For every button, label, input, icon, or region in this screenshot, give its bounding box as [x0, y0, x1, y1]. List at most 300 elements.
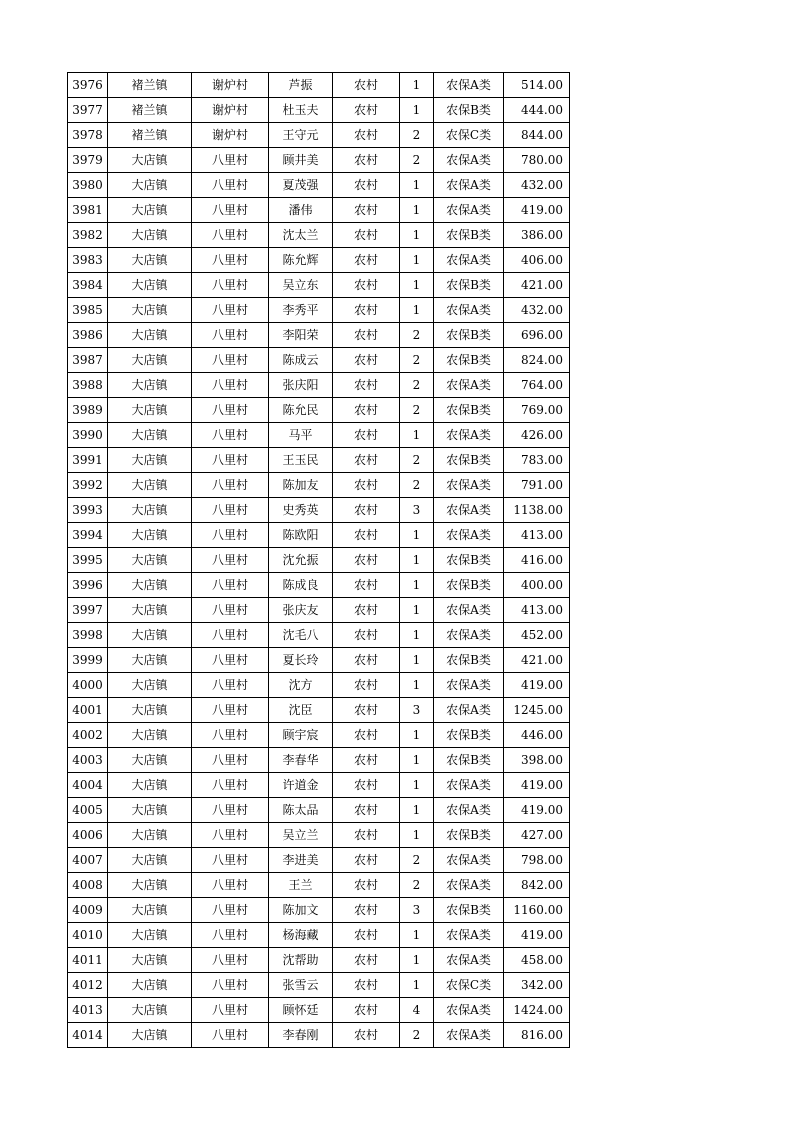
- amount-cell: 798.00: [504, 848, 570, 873]
- category-cell: 农保A类: [434, 623, 504, 648]
- household-type-cell: 农村: [333, 873, 400, 898]
- name-cell: 吴立兰: [269, 823, 333, 848]
- village-cell: 八里村: [192, 873, 269, 898]
- row-number-cell: 3978: [68, 123, 108, 148]
- person-count-cell: 1: [400, 573, 434, 598]
- town-cell: 大店镇: [108, 523, 192, 548]
- name-cell: 张雪云: [269, 973, 333, 998]
- row-number-cell: 3998: [68, 623, 108, 648]
- name-cell: 沈帮助: [269, 948, 333, 973]
- table-row: [68, 398, 570, 423]
- household-type-cell: 农村: [333, 373, 400, 398]
- village-cell: 八里村: [192, 373, 269, 398]
- category-cell: 农保B类: [434, 748, 504, 773]
- village-cell: 八里村: [192, 273, 269, 298]
- household-type-cell: 农村: [333, 573, 400, 598]
- household-type-cell: 农村: [333, 1023, 400, 1048]
- amount-cell: 696.00: [504, 323, 570, 348]
- household-type-cell: 农村: [333, 673, 400, 698]
- person-count-cell: 1: [400, 523, 434, 548]
- person-count-cell: 3: [400, 898, 434, 923]
- category-cell: 农保B类: [434, 98, 504, 123]
- amount-cell: 816.00: [504, 1023, 570, 1048]
- amount-cell: 419.00: [504, 798, 570, 823]
- name-cell: 陈太品: [269, 798, 333, 823]
- name-cell: 沈太兰: [269, 223, 333, 248]
- name-cell: 王玉民: [269, 448, 333, 473]
- person-count-cell: 1: [400, 223, 434, 248]
- village-cell: 八里村: [192, 323, 269, 348]
- table-row: [68, 273, 570, 298]
- household-type-cell: 农村: [333, 198, 400, 223]
- name-cell: 陈成云: [269, 348, 333, 373]
- town-cell: 大店镇: [108, 923, 192, 948]
- category-cell: 农保B类: [434, 648, 504, 673]
- table-row: [68, 798, 570, 823]
- village-cell: 八里村: [192, 748, 269, 773]
- village-cell: 谢炉村: [192, 73, 269, 98]
- household-type-cell: 农村: [333, 598, 400, 623]
- category-cell: 农保B类: [434, 548, 504, 573]
- category-cell: 农保B类: [434, 323, 504, 348]
- household-type-cell: 农村: [333, 773, 400, 798]
- table-row: [68, 573, 570, 598]
- person-count-cell: 2: [400, 373, 434, 398]
- table-body: [68, 73, 570, 1048]
- household-type-cell: 农村: [333, 473, 400, 498]
- table-row: [68, 198, 570, 223]
- category-cell: 农保A类: [434, 148, 504, 173]
- category-cell: 农保B类: [434, 273, 504, 298]
- row-number-cell: 4005: [68, 798, 108, 823]
- person-count-cell: 1: [400, 823, 434, 848]
- village-cell: 八里村: [192, 573, 269, 598]
- name-cell: 王守元: [269, 123, 333, 148]
- village-cell: 八里村: [192, 648, 269, 673]
- row-number-cell: 3996: [68, 573, 108, 598]
- amount-cell: 426.00: [504, 423, 570, 448]
- town-cell: 大店镇: [108, 573, 192, 598]
- amount-cell: 824.00: [504, 348, 570, 373]
- table-row: [68, 448, 570, 473]
- village-cell: 八里村: [192, 298, 269, 323]
- person-count-cell: 2: [400, 848, 434, 873]
- town-cell: 大店镇: [108, 548, 192, 573]
- name-cell: 张庆友: [269, 598, 333, 623]
- category-cell: 农保B类: [434, 898, 504, 923]
- village-cell: 八里村: [192, 248, 269, 273]
- amount-cell: 400.00: [504, 573, 570, 598]
- household-type-cell: 农村: [333, 348, 400, 373]
- amount-cell: 419.00: [504, 673, 570, 698]
- table-row: [68, 723, 570, 748]
- person-count-cell: 2: [400, 873, 434, 898]
- person-count-cell: 1: [400, 673, 434, 698]
- town-cell: 大店镇: [108, 273, 192, 298]
- name-cell: 王兰: [269, 873, 333, 898]
- category-cell: 农保B类: [434, 723, 504, 748]
- town-cell: 大店镇: [108, 598, 192, 623]
- town-cell: 大店镇: [108, 448, 192, 473]
- category-cell: 农保B类: [434, 823, 504, 848]
- town-cell: 大店镇: [108, 873, 192, 898]
- name-cell: 沈方: [269, 673, 333, 698]
- household-type-cell: 农村: [333, 323, 400, 348]
- amount-cell: 419.00: [504, 773, 570, 798]
- village-cell: 八里村: [192, 898, 269, 923]
- household-type-cell: 农村: [333, 698, 400, 723]
- person-count-cell: 2: [400, 323, 434, 348]
- row-number-cell: 3981: [68, 198, 108, 223]
- name-cell: 陈允辉: [269, 248, 333, 273]
- village-cell: 八里村: [192, 923, 269, 948]
- name-cell: 吴立东: [269, 273, 333, 298]
- village-cell: 八里村: [192, 173, 269, 198]
- village-cell: 谢炉村: [192, 123, 269, 148]
- person-count-cell: 1: [400, 973, 434, 998]
- name-cell: 夏茂强: [269, 173, 333, 198]
- category-cell: 农保A类: [434, 198, 504, 223]
- row-number-cell: 4014: [68, 1023, 108, 1048]
- category-cell: 农保B类: [434, 223, 504, 248]
- town-cell: 褚兰镇: [108, 98, 192, 123]
- town-cell: 大店镇: [108, 1023, 192, 1048]
- household-type-cell: 农村: [333, 523, 400, 548]
- table-row: [68, 1023, 570, 1048]
- household-type-cell: 农村: [333, 273, 400, 298]
- household-type-cell: 农村: [333, 73, 400, 98]
- amount-cell: 764.00: [504, 373, 570, 398]
- row-number-cell: 3999: [68, 648, 108, 673]
- table-row: [68, 323, 570, 348]
- household-type-cell: 农村: [333, 298, 400, 323]
- person-count-cell: 1: [400, 548, 434, 573]
- household-type-cell: 农村: [333, 898, 400, 923]
- row-number-cell: 3988: [68, 373, 108, 398]
- table-row: [68, 673, 570, 698]
- row-number-cell: 3997: [68, 598, 108, 623]
- village-cell: 八里村: [192, 723, 269, 748]
- town-cell: 大店镇: [108, 973, 192, 998]
- village-cell: 谢炉村: [192, 98, 269, 123]
- household-type-cell: 农村: [333, 748, 400, 773]
- name-cell: 杨海藏: [269, 923, 333, 948]
- name-cell: 潘伟: [269, 198, 333, 223]
- town-cell: 大店镇: [108, 748, 192, 773]
- town-cell: 大店镇: [108, 723, 192, 748]
- person-count-cell: 2: [400, 448, 434, 473]
- category-cell: 农保A类: [434, 923, 504, 948]
- amount-cell: 1245.00: [504, 698, 570, 723]
- town-cell: 大店镇: [108, 423, 192, 448]
- town-cell: 大店镇: [108, 198, 192, 223]
- person-count-cell: 1: [400, 948, 434, 973]
- household-type-cell: 农村: [333, 798, 400, 823]
- table-row: [68, 598, 570, 623]
- person-count-cell: 1: [400, 298, 434, 323]
- person-count-cell: 1: [400, 73, 434, 98]
- village-cell: 八里村: [192, 473, 269, 498]
- row-number-cell: 3995: [68, 548, 108, 573]
- village-cell: 八里村: [192, 623, 269, 648]
- village-cell: 八里村: [192, 448, 269, 473]
- household-type-cell: 农村: [333, 973, 400, 998]
- amount-cell: 413.00: [504, 523, 570, 548]
- household-type-cell: 农村: [333, 548, 400, 573]
- amount-cell: 780.00: [504, 148, 570, 173]
- amount-cell: 791.00: [504, 473, 570, 498]
- household-type-cell: 农村: [333, 623, 400, 648]
- amount-cell: 458.00: [504, 948, 570, 973]
- household-type-cell: 农村: [333, 998, 400, 1023]
- name-cell: 李阳荣: [269, 323, 333, 348]
- amount-cell: 444.00: [504, 98, 570, 123]
- household-type-cell: 农村: [333, 448, 400, 473]
- village-cell: 八里村: [192, 773, 269, 798]
- town-cell: 大店镇: [108, 698, 192, 723]
- town-cell: 大店镇: [108, 298, 192, 323]
- amount-cell: 342.00: [504, 973, 570, 998]
- table-row: [68, 923, 570, 948]
- person-count-cell: 3: [400, 698, 434, 723]
- category-cell: 农保A类: [434, 598, 504, 623]
- row-number-cell: 4001: [68, 698, 108, 723]
- amount-cell: 844.00: [504, 123, 570, 148]
- row-number-cell: 4012: [68, 973, 108, 998]
- row-number-cell: 4008: [68, 873, 108, 898]
- town-cell: 大店镇: [108, 798, 192, 823]
- category-cell: 农保A类: [434, 523, 504, 548]
- village-cell: 八里村: [192, 148, 269, 173]
- household-type-cell: 农村: [333, 648, 400, 673]
- amount-cell: 514.00: [504, 73, 570, 98]
- amount-cell: 432.00: [504, 173, 570, 198]
- amount-cell: 419.00: [504, 923, 570, 948]
- town-cell: 大店镇: [108, 398, 192, 423]
- table-row: [68, 148, 570, 173]
- row-number-cell: 3982: [68, 223, 108, 248]
- village-cell: 八里村: [192, 498, 269, 523]
- category-cell: 农保A类: [434, 1023, 504, 1048]
- village-cell: 八里村: [192, 198, 269, 223]
- row-number-cell: 3976: [68, 73, 108, 98]
- town-cell: 褚兰镇: [108, 73, 192, 98]
- town-cell: 大店镇: [108, 823, 192, 848]
- name-cell: 沈允振: [269, 548, 333, 573]
- category-cell: 农保A类: [434, 423, 504, 448]
- name-cell: 沈臣: [269, 698, 333, 723]
- town-cell: 大店镇: [108, 148, 192, 173]
- village-cell: 八里村: [192, 673, 269, 698]
- category-cell: 农保C类: [434, 123, 504, 148]
- name-cell: 杜玉夫: [269, 98, 333, 123]
- amount-cell: 398.00: [504, 748, 570, 773]
- name-cell: 许道金: [269, 773, 333, 798]
- amount-cell: 419.00: [504, 198, 570, 223]
- name-cell: 陈允民: [269, 398, 333, 423]
- table-row: [68, 298, 570, 323]
- town-cell: 大店镇: [108, 248, 192, 273]
- category-cell: 农保B类: [434, 573, 504, 598]
- person-count-cell: 1: [400, 198, 434, 223]
- town-cell: 大店镇: [108, 898, 192, 923]
- row-number-cell: 3986: [68, 323, 108, 348]
- town-cell: 大店镇: [108, 848, 192, 873]
- village-cell: 八里村: [192, 423, 269, 448]
- village-cell: 八里村: [192, 523, 269, 548]
- person-count-cell: 2: [400, 123, 434, 148]
- town-cell: 大店镇: [108, 498, 192, 523]
- row-number-cell: 3994: [68, 523, 108, 548]
- household-type-cell: 农村: [333, 148, 400, 173]
- row-number-cell: 4006: [68, 823, 108, 848]
- amount-cell: 783.00: [504, 448, 570, 473]
- name-cell: 夏长玲: [269, 648, 333, 673]
- household-type-cell: 农村: [333, 423, 400, 448]
- row-number-cell: 3990: [68, 423, 108, 448]
- person-count-cell: 2: [400, 473, 434, 498]
- town-cell: 大店镇: [108, 998, 192, 1023]
- name-cell: 芦振: [269, 73, 333, 98]
- village-cell: 八里村: [192, 823, 269, 848]
- table-row: [68, 423, 570, 448]
- row-number-cell: 4000: [68, 673, 108, 698]
- row-number-cell: 3987: [68, 348, 108, 373]
- table-row: [68, 823, 570, 848]
- name-cell: 顾井美: [269, 148, 333, 173]
- village-cell: 八里村: [192, 398, 269, 423]
- village-cell: 八里村: [192, 998, 269, 1023]
- row-number-cell: 4002: [68, 723, 108, 748]
- person-count-cell: 4: [400, 998, 434, 1023]
- table-row: [68, 848, 570, 873]
- household-type-cell: 农村: [333, 498, 400, 523]
- row-number-cell: 4010: [68, 923, 108, 948]
- person-count-cell: 2: [400, 398, 434, 423]
- category-cell: 农保C类: [434, 973, 504, 998]
- person-count-cell: 1: [400, 598, 434, 623]
- person-count-cell: 1: [400, 748, 434, 773]
- table-row: [68, 948, 570, 973]
- amount-cell: 406.00: [504, 248, 570, 273]
- town-cell: 大店镇: [108, 773, 192, 798]
- name-cell: 陈加文: [269, 898, 333, 923]
- household-type-cell: 农村: [333, 723, 400, 748]
- amount-cell: 421.00: [504, 273, 570, 298]
- person-count-cell: 1: [400, 98, 434, 123]
- table-row: [68, 373, 570, 398]
- row-number-cell: 4004: [68, 773, 108, 798]
- category-cell: 农保A类: [434, 873, 504, 898]
- household-type-cell: 农村: [333, 398, 400, 423]
- category-cell: 农保A类: [434, 848, 504, 873]
- category-cell: 农保B类: [434, 448, 504, 473]
- category-cell: 农保B类: [434, 348, 504, 373]
- table-row: [68, 123, 570, 148]
- household-type-cell: 农村: [333, 848, 400, 873]
- person-count-cell: 1: [400, 798, 434, 823]
- category-cell: 农保A类: [434, 498, 504, 523]
- amount-cell: 386.00: [504, 223, 570, 248]
- table-row: [68, 248, 570, 273]
- village-cell: 八里村: [192, 223, 269, 248]
- town-cell: 大店镇: [108, 323, 192, 348]
- person-count-cell: 1: [400, 273, 434, 298]
- table-row: [68, 523, 570, 548]
- town-cell: 大店镇: [108, 348, 192, 373]
- name-cell: 李春华: [269, 748, 333, 773]
- table-row: [68, 473, 570, 498]
- village-cell: 八里村: [192, 698, 269, 723]
- row-number-cell: 4003: [68, 748, 108, 773]
- village-cell: 八里村: [192, 348, 269, 373]
- name-cell: 李进美: [269, 848, 333, 873]
- person-count-cell: 1: [400, 173, 434, 198]
- household-type-cell: 农村: [333, 923, 400, 948]
- table-row: [68, 698, 570, 723]
- town-cell: 大店镇: [108, 623, 192, 648]
- village-cell: 八里村: [192, 798, 269, 823]
- category-cell: 农保A类: [434, 998, 504, 1023]
- household-type-cell: 农村: [333, 948, 400, 973]
- row-number-cell: 3991: [68, 448, 108, 473]
- amount-cell: 842.00: [504, 873, 570, 898]
- table-row: [68, 623, 570, 648]
- person-count-cell: 2: [400, 348, 434, 373]
- town-cell: 大店镇: [108, 673, 192, 698]
- table-row: [68, 748, 570, 773]
- amount-cell: 452.00: [504, 623, 570, 648]
- town-cell: 大店镇: [108, 473, 192, 498]
- household-type-cell: 农村: [333, 123, 400, 148]
- amount-cell: 416.00: [504, 548, 570, 573]
- amount-cell: 1138.00: [504, 498, 570, 523]
- row-number-cell: 4013: [68, 998, 108, 1023]
- row-number-cell: 3980: [68, 173, 108, 198]
- person-count-cell: 1: [400, 623, 434, 648]
- row-number-cell: 3992: [68, 473, 108, 498]
- amount-cell: 446.00: [504, 723, 570, 748]
- table-row: [68, 773, 570, 798]
- person-count-cell: 1: [400, 773, 434, 798]
- row-number-cell: 3979: [68, 148, 108, 173]
- household-type-cell: 农村: [333, 248, 400, 273]
- town-cell: 大店镇: [108, 173, 192, 198]
- row-number-cell: 3989: [68, 398, 108, 423]
- category-cell: 农保A类: [434, 248, 504, 273]
- town-cell: 大店镇: [108, 373, 192, 398]
- person-count-cell: 2: [400, 148, 434, 173]
- town-cell: 大店镇: [108, 223, 192, 248]
- amount-cell: 432.00: [504, 298, 570, 323]
- table-row: [68, 173, 570, 198]
- town-cell: 褚兰镇: [108, 123, 192, 148]
- person-count-cell: 1: [400, 423, 434, 448]
- name-cell: 陈欧阳: [269, 523, 333, 548]
- category-cell: 农保A类: [434, 173, 504, 198]
- town-cell: 大店镇: [108, 948, 192, 973]
- table-row: [68, 548, 570, 573]
- name-cell: 马平: [269, 423, 333, 448]
- category-cell: 农保A类: [434, 73, 504, 98]
- name-cell: 顾宇宸: [269, 723, 333, 748]
- table-row: [68, 348, 570, 373]
- person-count-cell: 1: [400, 723, 434, 748]
- village-cell: 八里村: [192, 598, 269, 623]
- row-number-cell: 3985: [68, 298, 108, 323]
- row-number-cell: 3977: [68, 98, 108, 123]
- village-cell: 八里村: [192, 848, 269, 873]
